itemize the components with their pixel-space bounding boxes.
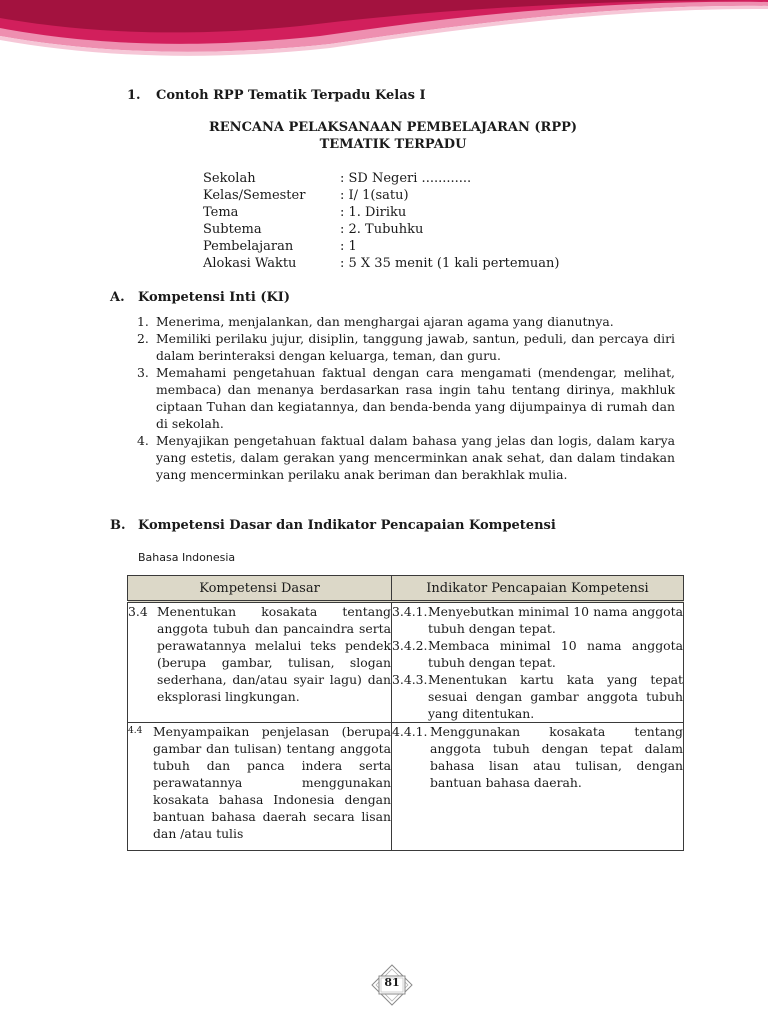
table-header-indicator: Indikator Pencapaian Kompetensi — [392, 576, 684, 602]
indicator-item — [392, 723, 683, 791]
indicator-text: Menyebutkan minimal 10 nama anggota tubuh dengan tepat. — [428, 604, 683, 636]
ki-item-text: Memahami pengetahuan faktual dengan cara mengamati (mendengar, melihat, membaca) dan menanya berdasarkan rasa ingin tahu tentang dirinya, makhluk ciptaan Tuhan dan kegiatannya, dan benda-benda yang dijumpainya di rumah dan di sekolah. — [156, 365, 675, 431]
identity-label: Sekolah — [203, 171, 256, 186]
indicator-item — [392, 637, 683, 671]
ki-item-number: 1. — [137, 314, 149, 329]
indicator-code: 3.4.1. — [392, 604, 428, 619]
indicator-text: Menggunakan kosakata tentang anggota tubuh dengan tepat dalam bahasa lisan atau tulisan, dengan bantuan bahasa daerah. — [430, 724, 683, 790]
identity-value: : SD Negeri ............ — [340, 171, 472, 186]
indicator-code: 3.4.2. — [392, 638, 428, 653]
indicator-text: Menentukan kartu kata yang tepat sesuai dengan gambar anggota tubuh yang ditentukan. — [428, 672, 683, 721]
indicator-text: Membaca minimal 10 nama anggota tubuh dengan tepat. — [428, 638, 683, 670]
section-b-letter: B. — [110, 518, 126, 533]
ki-item-number: 2. — [137, 331, 149, 346]
ki-item-number: 4. — [137, 433, 149, 448]
ki-item-text: Menyajikan pengetahuan faktual dalam bahasa yang jelas dan logis, dalam karya yang estetis, dalam gerakan yang mencerminkan anak sehat, dan dalam tindakan yang mencerminkan perilaku anak beriman dan berakhlak mulia. — [156, 433, 675, 482]
kd-item — [128, 603, 391, 705]
identity-label: Alokasi Waktu — [203, 256, 297, 271]
subject-label: Bahasa Indonesia — [138, 551, 236, 564]
header-wave-banner — [0, 0, 768, 70]
indicator-code: 3.4.3. — [392, 672, 428, 687]
identity-label: Subtema — [203, 222, 262, 237]
indicator-cell — [392, 602, 684, 723]
indicator-cell — [392, 723, 684, 851]
section-b-title: Kompetensi Dasar dan Indikator Pencapaian Kompetensi — [138, 518, 556, 533]
kd-code: 4.4 — [128, 726, 143, 736]
kd-code: 3.4 — [128, 604, 148, 619]
page-number: 81 — [384, 976, 400, 989]
section-a-title: Kompetensi Inti (KI) — [138, 290, 290, 305]
section-number: 1. — [127, 88, 141, 103]
kd-table — [127, 575, 684, 851]
identity-value: : 5 X 35 menit (1 kali pertemuan) — [340, 256, 560, 271]
kd-text: Menentukan kosakata tentang anggota tubuh dan pancaindra serta perawatannya melalui teks pendek (berupa gambar, tulisan, slogan sederhana, dan/atau syair lagu) dan eksplorasi lingkungan. — [157, 604, 391, 704]
rpp-title-line2: TEMATIK TERPADU — [319, 137, 467, 152]
table-row — [128, 723, 684, 851]
table-header-row — [128, 576, 684, 602]
table-row — [128, 602, 684, 723]
ki-item — [134, 330, 675, 364]
ki-item-text: Memiliki perilaku jujur, disiplin, tanggung jawab, santun, peduli, dan percaya diri dalam berinteraksi dengan keluarga, teman, dan guru. — [156, 331, 675, 363]
identity-label: Tema — [203, 205, 239, 220]
ki-item — [134, 432, 675, 483]
identity-value: : 1. Diriku — [340, 205, 407, 220]
kd-item — [128, 723, 391, 842]
identity-value: : 2. Tubuhku — [340, 222, 424, 237]
indicator-item — [392, 671, 683, 722]
ki-item — [134, 313, 675, 330]
ki-item — [134, 364, 675, 432]
table-header-kd: Kompetensi Dasar — [128, 576, 392, 602]
rpp-title-line1: RENCANA PELAKSANAAN PEMBELAJARAN (RPP) — [208, 120, 578, 135]
identity-label: Pembelajaran — [203, 239, 294, 254]
page-heading: Contoh RPP Tematik Terpadu Kelas I — [156, 88, 426, 103]
ki-item-text: Menerima, menjalankan, dan menghargai ajaran agama yang dianutnya. — [156, 314, 614, 329]
indicator-item — [392, 603, 683, 637]
kd-text: Menyampaikan penjelasan (berupa gambar dan tulisan) tentang anggota tubuh dan panca indera serta perawatannya menggunakan kosakata bahasa Indonesia dengan bantuan bahasa daerah secara lisan dan /atau tulis — [153, 724, 391, 841]
identity-label: Kelas/Semester — [203, 188, 306, 203]
ki-list — [134, 313, 675, 483]
indicator-code: 4.4.1. — [392, 724, 428, 739]
identity-value: : 1 — [340, 239, 357, 254]
identity-value: : I/ 1(satu) — [340, 188, 409, 203]
kd-cell — [128, 723, 392, 851]
kd-cell — [128, 602, 392, 723]
section-a-letter: A. — [110, 290, 125, 305]
ki-item-number: 3. — [137, 365, 149, 380]
